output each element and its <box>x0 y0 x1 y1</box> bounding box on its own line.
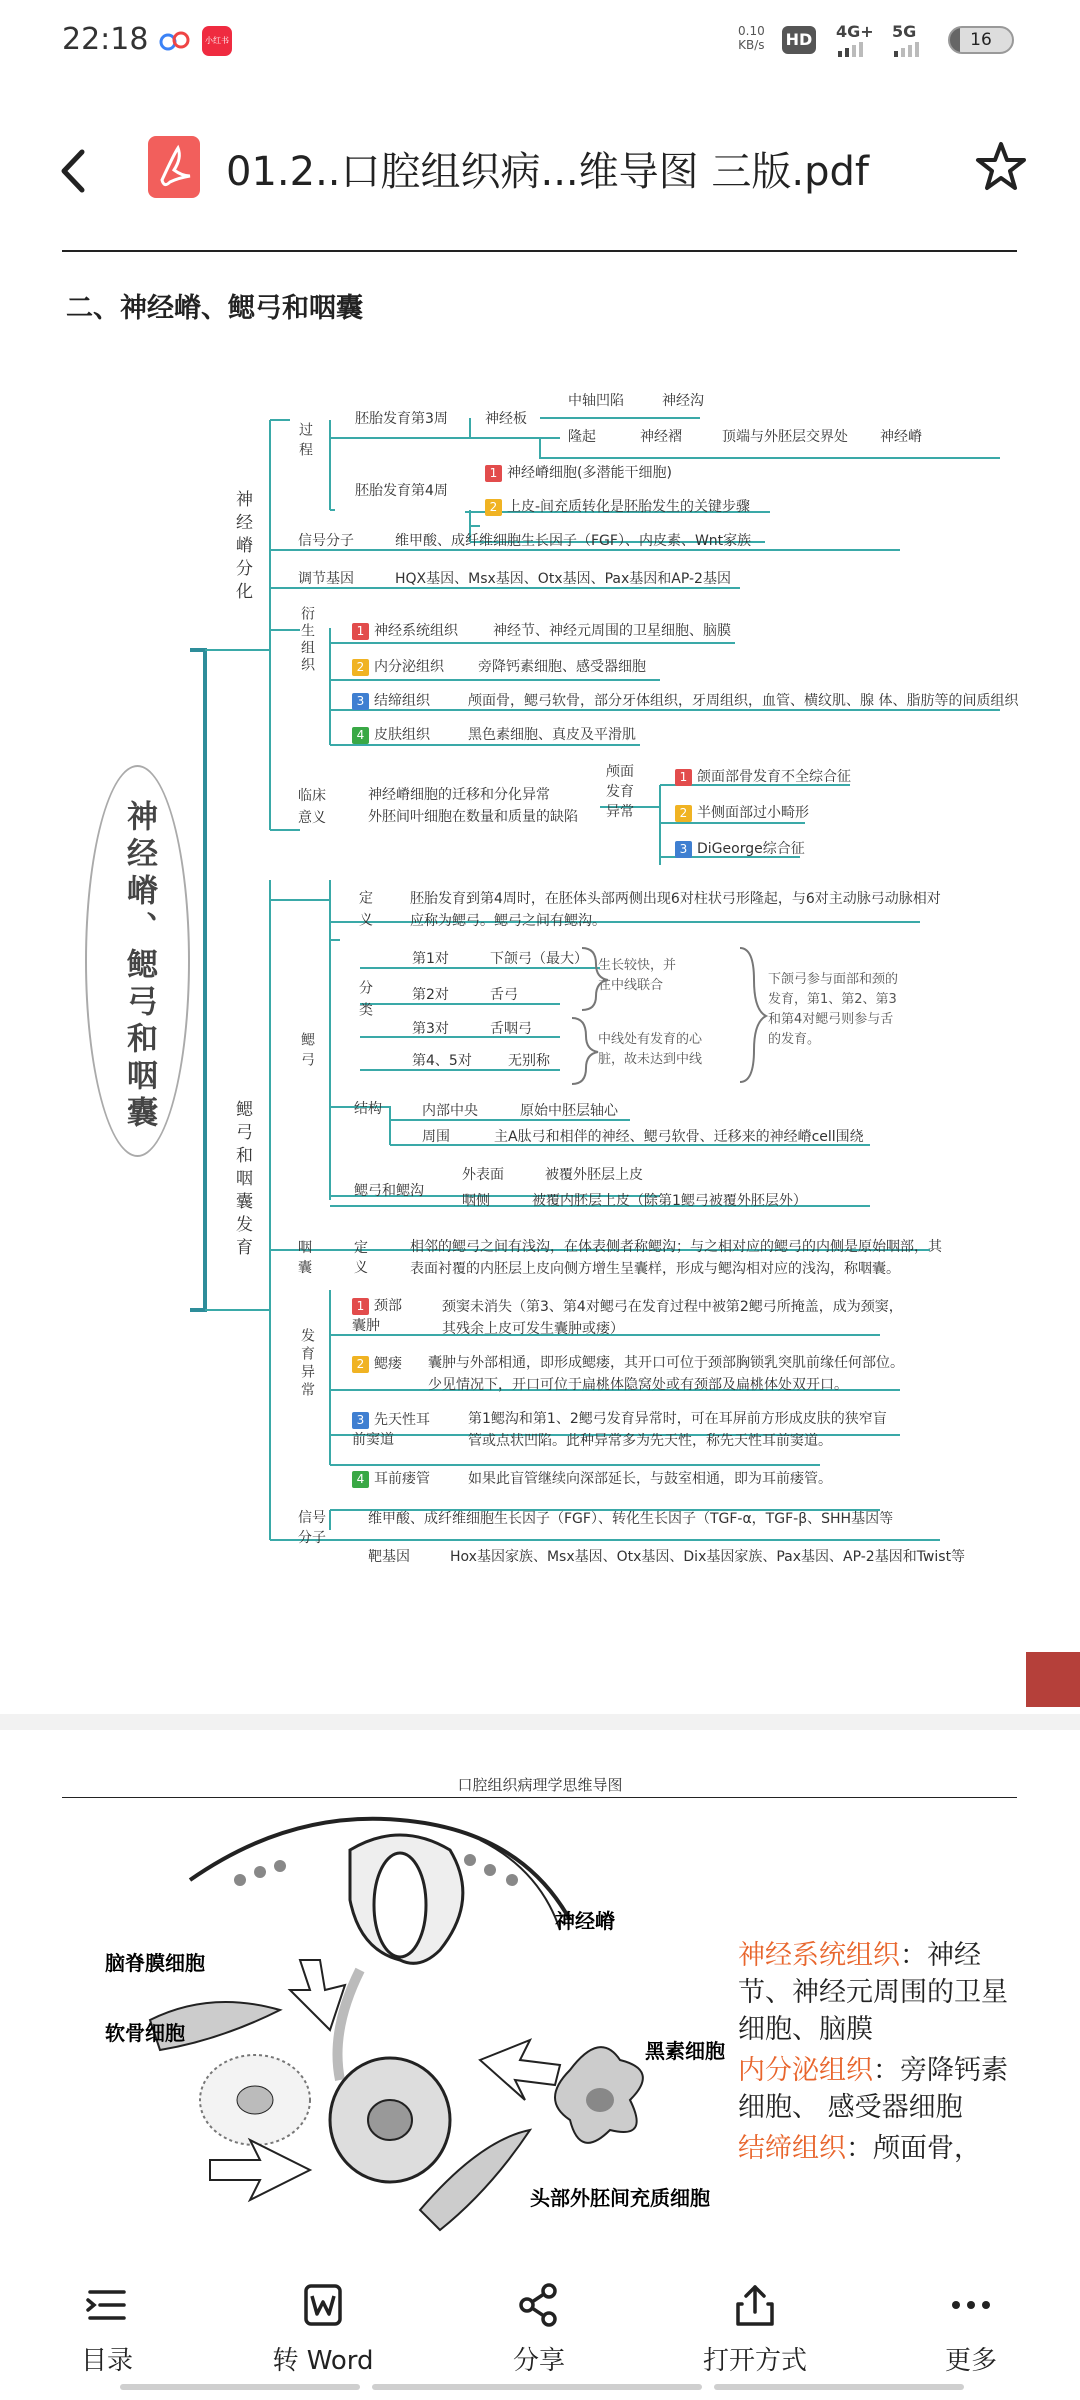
node-neural-groove: 神经沟 <box>662 393 704 409</box>
page2-side-notes <box>738 1937 1008 2167</box>
open-with-icon <box>732 2282 778 2328</box>
node-week4-item2: 2 上皮-间充质转化是胚胎发生的关键步骤 <box>485 498 750 516</box>
node-craniofacial: 颅面发育异常 <box>606 764 634 820</box>
node-ridge: 隆起 <box>568 429 596 445</box>
more-button[interactable]: 更多 <box>896 2282 1046 2377</box>
section-heading: 二、神经嵴、鳃弓和咽囊 <box>66 293 363 324</box>
abnormal-4-value: 如果此盲管继续向深部延长，与鼓室相通，即为耳前瘘管。 <box>468 1471 832 1487</box>
groove-outer: 外表面 <box>462 1167 504 1183</box>
battery-icon: 16 <box>948 26 1014 54</box>
branch-neural-crest: 神经嵴分化 <box>232 490 252 605</box>
clinical-2: 外胚间叶细胞在数量和质量的缺陷 <box>368 809 578 825</box>
scroll-indicator-2 <box>372 2384 702 2390</box>
groove-pharyngeal: 咽侧 <box>462 1193 490 1209</box>
brace-note-1: 生长较快，并 在中线联合 <box>598 958 677 993</box>
abnormal-3-line2: 管或点状凹陷。此种异常多为先天性，称先天性耳前窦道。 <box>468 1433 832 1449</box>
net-speed: 0.10 KB/s <box>738 24 765 52</box>
side-note-1: 神经系统组织：神经节、神经元周围的卫星细胞、脑膜 <box>738 1940 1008 2045</box>
derivative-3-value: 颅面骨，鳃弓软骨，部分牙体组织，牙周组织，血管、横纹肌、腺 体、脂肪等的间质组织 <box>468 693 1019 709</box>
node-definition: 定义 <box>357 890 373 934</box>
node-signal: 信号分子 <box>298 533 354 549</box>
node-structure: 结构 <box>354 1101 382 1117</box>
arch-1-name: 下颌弓（最大） <box>490 951 588 967</box>
node-pouch-definition: 定义 <box>354 1240 368 1276</box>
hd-badge: HD <box>782 26 816 54</box>
structure-inner-value: 原始中胚层轴心 <box>520 1103 618 1119</box>
favorite-star-icon[interactable] <box>974 140 1028 194</box>
abnormal-2: 2 鳃瘘 <box>352 1354 408 1374</box>
arch-4: 第4、5对 <box>412 1053 472 1069</box>
node-abnormal: 发育异常 <box>299 1328 315 1400</box>
structure-periphery: 周围 <box>422 1129 450 1145</box>
abnormal-3-line1: 第1鳃沟和第1、2鳃弓发育异常时，可在耳屏前方形成皮肤的狭窄盲 <box>468 1411 887 1427</box>
page2-header: 口腔组织病理学思维导图 <box>457 1776 623 1794</box>
arch-3-name: 舌咽弓 <box>490 1021 532 1037</box>
branch-arch-pouch: 鳃弓和咽囊发育 <box>232 1100 252 1261</box>
label-meningeal-cell: 脑脊膜细胞 <box>105 1951 205 1975</box>
cloud-app-icon <box>158 28 192 52</box>
craniofacial-1: 1 颌面部骨发育不全综合征 <box>675 768 851 786</box>
abnormal-1-line2: 其残余上皮可发生囊肿或瘘） <box>442 1321 624 1337</box>
to-word-button[interactable]: 转 Word <box>248 2282 398 2377</box>
clock: 22:18 <box>62 22 149 57</box>
neural-crest-illustration <box>60 1810 740 2260</box>
definition-line2: 应称为鳃弓。鳃弓之间有鳃沟。 <box>410 913 606 929</box>
abnormal-3: 3 先天性耳前窦道 <box>352 1412 430 1448</box>
node-arch-groove: 鳃弓和鳃沟 <box>354 1183 424 1199</box>
abnormal-2-line2: 少见情况下，开口可位于扁桃体隐窝处或有颈部及扁桃体处双开口。 <box>428 1377 848 1393</box>
list-icon <box>84 2282 130 2328</box>
scroll-indicator-1 <box>120 2384 360 2390</box>
node-week3: 胚胎发育第3周 <box>355 411 448 427</box>
status-bar <box>0 0 1080 84</box>
node-regulatory: 调节基因 <box>298 571 354 587</box>
abnormal-1: 1 颈部囊肿 <box>352 1298 402 1334</box>
signal-bars-icon <box>892 41 928 57</box>
node-signal-value: 维甲酸、成纤维细胞生长因子（FGF）、内皮素、Wnt家族 <box>395 533 752 549</box>
arch-2-name: 舌弓 <box>490 987 518 1003</box>
arch-3: 第3对 <box>412 1021 449 1037</box>
groove-pharyngeal-value: 被覆内胚层上皮（除第1鳃弓被覆外胚层外） <box>532 1193 807 1209</box>
bottom-toolbar <box>0 2262 1080 2400</box>
brace-note-2: 中线处有发育的心 脏，故未达到中线 <box>598 1032 703 1067</box>
signal-2-value: 维甲酸、成纤维细胞生长因子（FGF）、转化生长因子（TGF-α，TGF-β、SHH基因等 <box>368 1511 894 1527</box>
node-target-gene: 靶基因 <box>368 1549 410 1565</box>
node-derivatives: 衍生组织 <box>299 606 315 674</box>
word-icon <box>300 2282 346 2328</box>
page-corner-badge <box>1026 1652 1080 1707</box>
signal-bars-icon <box>836 41 866 57</box>
document-title: 01.2..口腔组织病...维导图 三版.pdf <box>226 149 869 195</box>
node-clinical: 临床意义 <box>298 788 326 826</box>
label-head-mesenchyme: 头部外胚间充质细胞 <box>530 2186 710 2210</box>
top-bar <box>0 120 1080 220</box>
derivative-4: 4 皮肤组织 <box>352 726 430 744</box>
structure-inner: 内部中央 <box>422 1103 478 1119</box>
node-week4-item1: 1 神经嵴细胞(多潜能干细胞) <box>485 464 672 482</box>
page-separator <box>0 1714 1080 1730</box>
node-regulatory-value: HQX基因、Msx基因、Otx基因、Pax基因和AP-2基因 <box>395 571 731 587</box>
more-icon <box>948 2282 994 2328</box>
pdf-file-icon <box>148 136 200 198</box>
clinical-1: 神经嵴细胞的迁移和分化异常 <box>368 787 550 803</box>
share-icon <box>516 2282 562 2328</box>
node-axial-groove: 中轴凹陷 <box>568 393 624 409</box>
mind-map <box>0 360 1080 1600</box>
node-neural-plate: 神经板 <box>485 411 527 427</box>
arch-1: 第1对 <box>412 951 449 967</box>
signal-4g: 4G+ <box>836 22 874 57</box>
abnormal-4: 4 耳前瘘管 <box>352 1470 430 1488</box>
target-gene-value: Hox基因家族、Msx基因、Otx基因、Dix基因家族、Pax基因、AP-2基因和Twist等 <box>450 1549 966 1565</box>
node-neural-fold: 神经褶 <box>640 429 682 445</box>
derivative-1-value: 神经节、神经元周围的卫星细胞、脑膜 <box>493 623 731 639</box>
structure-periphery-value: 主A肽弓和相伴的神经、鳃弓软骨、迁移来的神经嵴cell围绕 <box>494 1129 864 1145</box>
toc-button[interactable]: 目录 <box>32 2282 182 2377</box>
craniofacial-3: 3 DiGeorge综合征 <box>675 840 805 858</box>
signal-5g: 5G <box>892 22 928 57</box>
node-neural-crest: 神经嵴 <box>880 429 922 445</box>
label-neural-crest: 神经嵴 <box>555 1909 615 1933</box>
arch-2: 第2对 <box>412 987 449 1003</box>
derivative-2: 2 内分泌组织 <box>352 658 444 676</box>
open-with-button[interactable]: 打开方式 <box>680 2282 830 2377</box>
scroll-indicator-3 <box>714 2384 964 2390</box>
node-week4: 胚胎发育第4周 <box>355 483 448 499</box>
arch-4-name: 无别称 <box>508 1053 550 1069</box>
derivative-4-value: 黑色素细胞、真皮及平滑肌 <box>468 727 636 743</box>
abnormal-1-line1: 颈窦未消失（第3、第4对鳃弓在发育过程中被第2鳃弓所掩盖，成为颈窦， <box>442 1299 903 1315</box>
share-button[interactable]: 分享 <box>464 2282 614 2377</box>
page-top-rule <box>62 250 1017 252</box>
node-classification: 分类 <box>357 980 373 1024</box>
abnormal-2-line1: 囊肿与外部相通，即形成鳃瘘，其开口可位于颈部胸锁乳突肌前缘任何部位。 <box>428 1355 904 1371</box>
node-signal-2: 信号分子 <box>298 1510 326 1546</box>
craniofacial-2: 2 半侧面部过小畸形 <box>675 804 809 822</box>
brace-note-3: 下颌弓参与面部和颈的 发育，第1、第2、第3 和第4对鳃弓则参与舌 的发育。 <box>768 972 899 1047</box>
label-melanocyte: 黑素细胞 <box>645 2039 725 2063</box>
node-arch: 鳃弓 <box>299 1032 315 1072</box>
side-note-3: 结缔组织：颅面骨， <box>738 2133 981 2164</box>
pouch-def-line2: 表面衬覆的内胚层上皮向侧方增生呈囊样，形成与鳃沟相对应的浅沟，称咽囊。 <box>410 1261 900 1277</box>
derivative-2-value: 旁降钙素细胞、感受器细胞 <box>478 659 646 675</box>
node-pouch: 咽囊 <box>298 1240 312 1276</box>
label-cartilage-cell: 软骨细胞 <box>105 2021 185 2045</box>
side-note-2: 内分泌组织：旁降钙素细胞、 感受器细胞 <box>738 2055 1008 2123</box>
node-tip-junction: 顶端与外胚层交界处 <box>722 429 848 445</box>
page2-rule <box>62 1797 1017 1798</box>
node-process: 过程 <box>297 422 313 462</box>
derivative-1: 1 神经系统组织 <box>352 622 458 640</box>
derivative-3: 3 结缔组织 <box>352 692 430 710</box>
back-icon[interactable] <box>54 146 94 196</box>
definition-line1: 胚胎发育到第4周时，在胚体头部两侧出现6对柱状弓形隆起，与6对主动脉弓动脉相对 <box>410 891 941 907</box>
root-node: 神经嵴、鳃弓和咽囊 <box>121 800 157 1133</box>
groove-outer-value: 被覆外胚层上皮 <box>545 1167 643 1183</box>
pouch-def-line1: 相邻的鳃弓之间有浅沟，在体表侧者称鳃沟；与之相对应的鳃弓的内侧是原始咽部，其 <box>410 1239 942 1255</box>
xiaohongshu-app-icon: 小红书 <box>202 26 232 56</box>
